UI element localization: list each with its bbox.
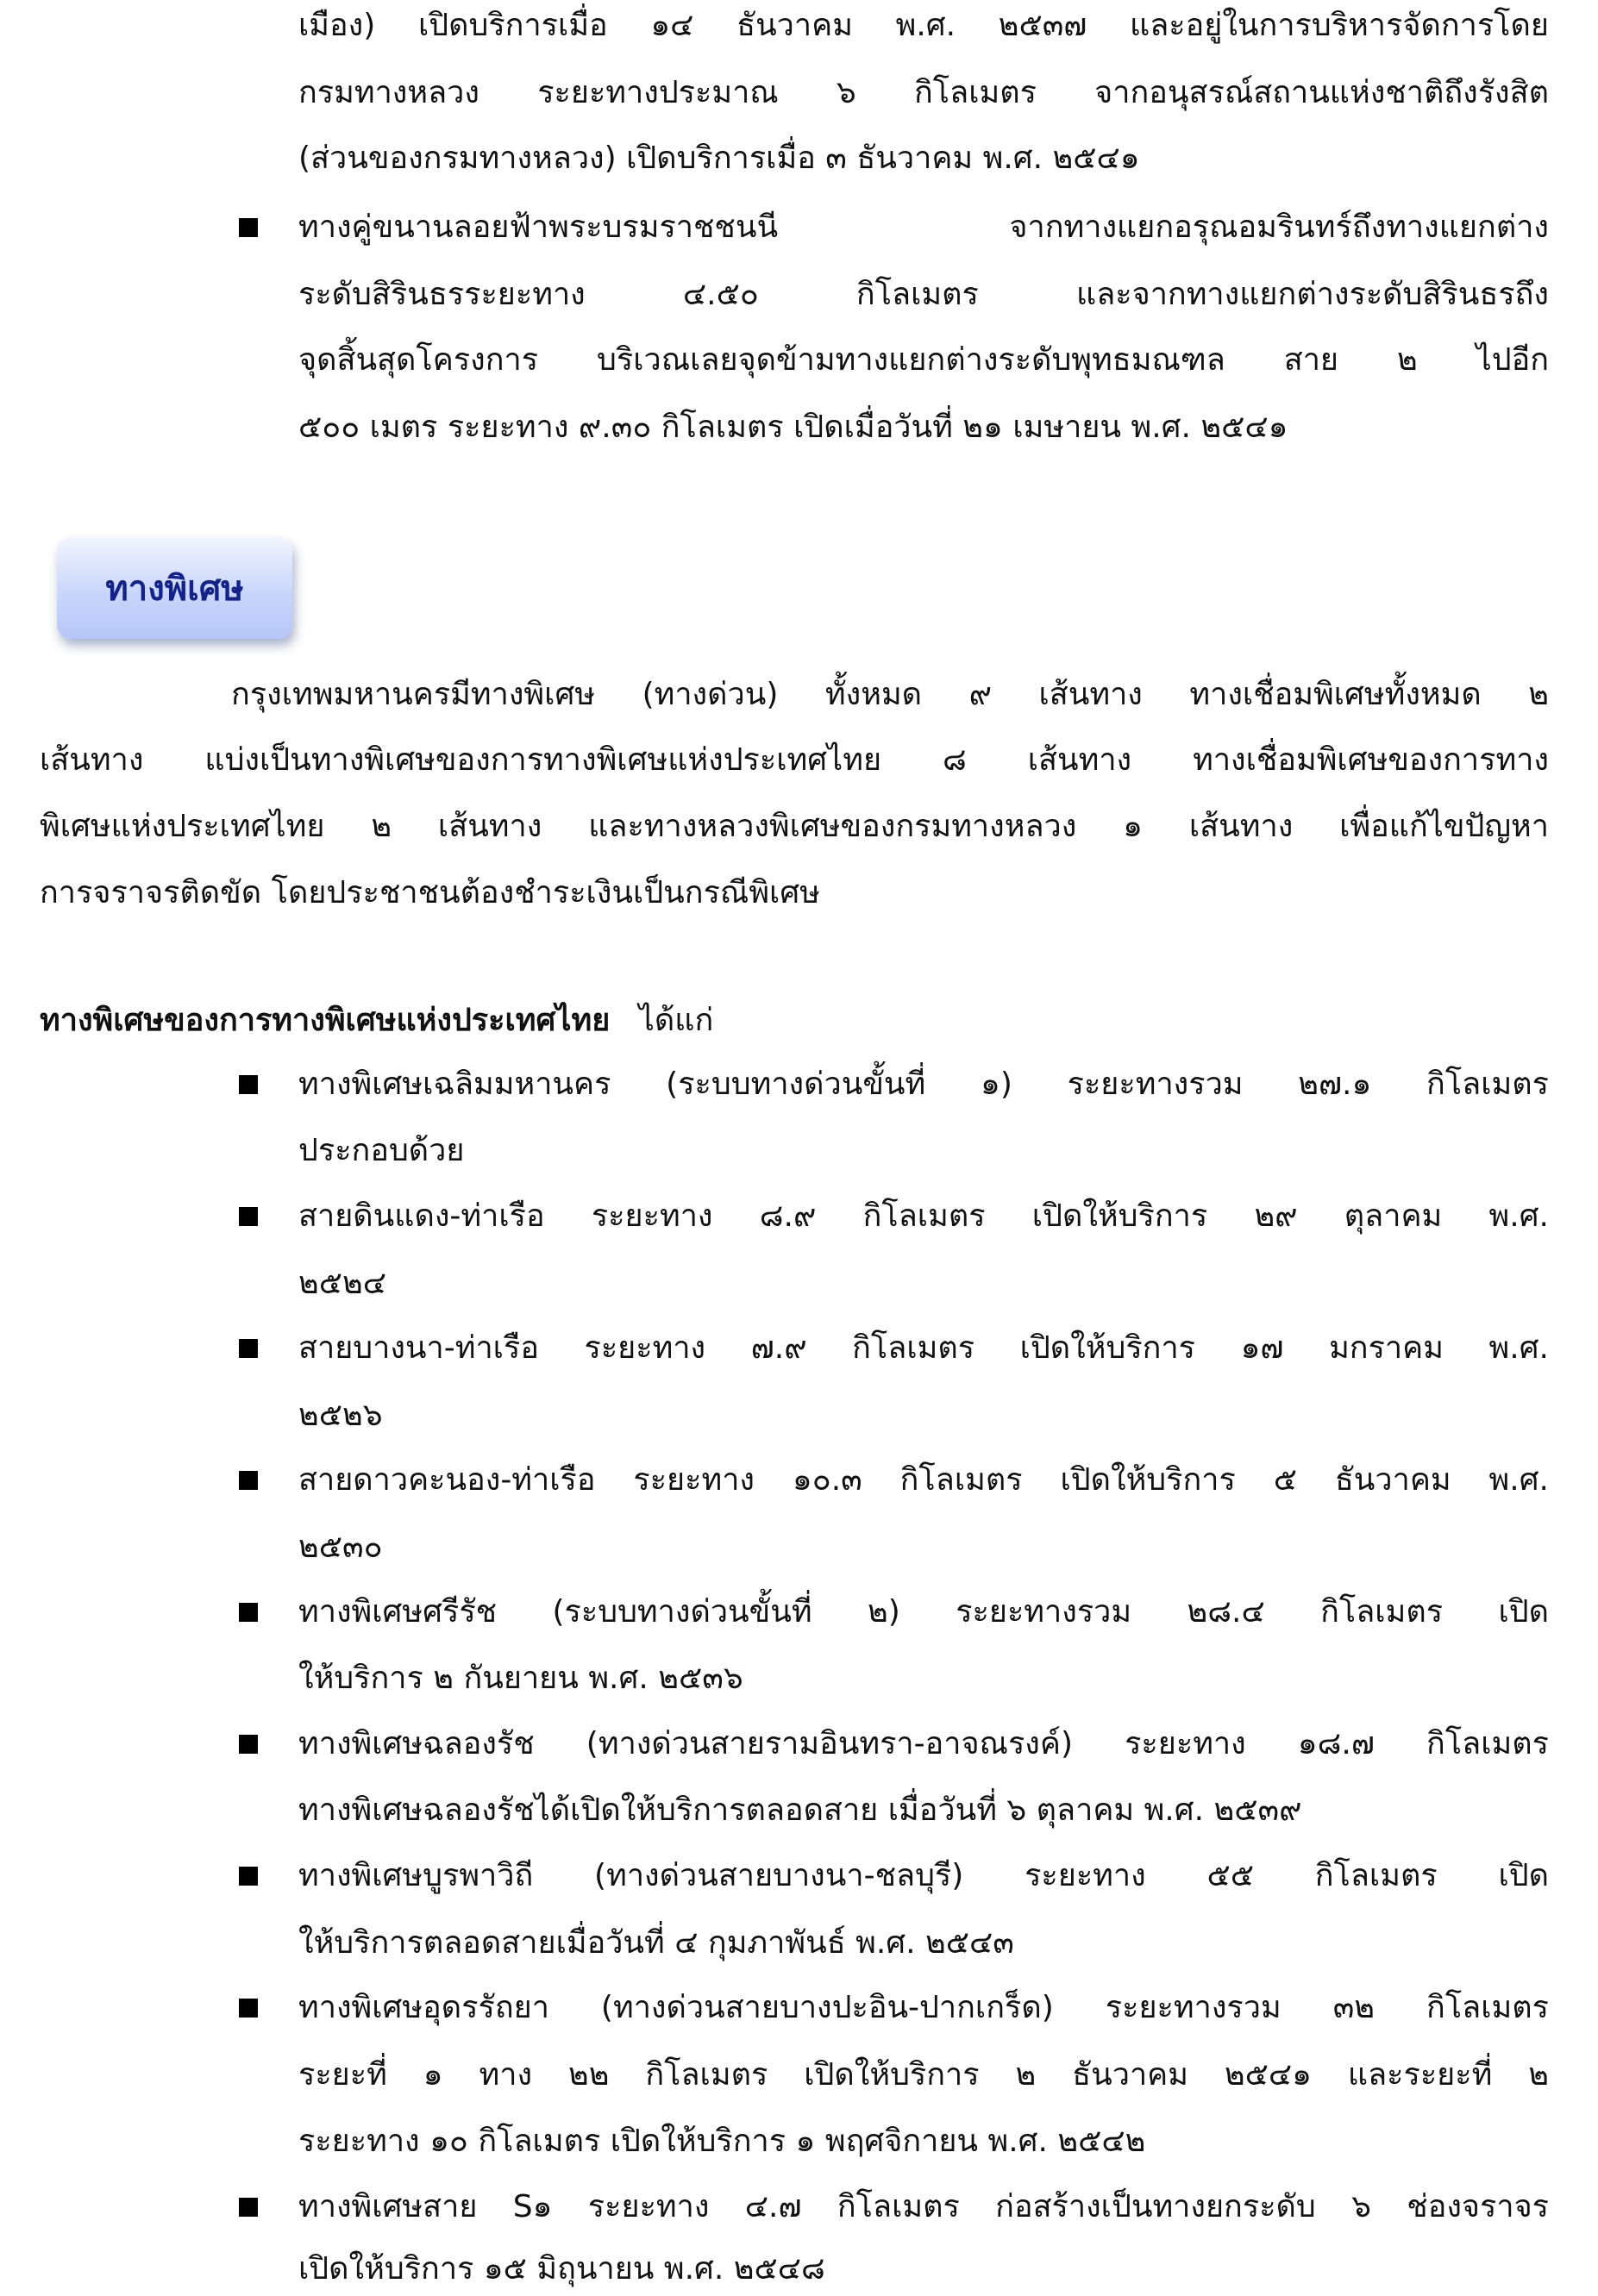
- bullet-square-icon: [239, 1603, 258, 1622]
- intro-item0-line: กรมทางหลวง ระยะทางประมาณ ๖ กิโลเมตร จากอนุสรณ์สถานแห่งชาติถึงรังสิต: [298, 75, 1549, 110]
- list-item-line: สายบางนา-ท่าเรือ ระยะทาง ๗.๙ กิโลเมตร เปิดให้บริการ ๑๗ มกราคม พ.ศ.: [298, 1330, 1549, 1366]
- list-item-line: ทางพิเศษฉลองรัชได้เปิดให้บริการตลอดสาย เมื่อวันที่ ๖ ตุลาคม พ.ศ. ๒๕๓๙: [298, 1792, 1302, 1828]
- bullet-square-icon: [239, 1207, 258, 1226]
- list-item-line: ให้บริการ ๒ กันยายน พ.ศ. ๒๕๓๖: [298, 1661, 743, 1696]
- bullet-square-icon: [239, 218, 258, 237]
- list-item-line: ๒๕๒๔: [298, 1266, 386, 1301]
- list-item-line: สายดินแดง-ท่าเรือ ระยะทาง ๘.๙ กิโลเมตร เปิดให้บริการ ๒๙ ตุลาคม พ.ศ.: [298, 1198, 1549, 1234]
- intro-item0-line: เมือง) เปิดบริการเมื่อ ๑๔ ธันวาคม พ.ศ. ๒๕๓๗ และอยู่ในการบริหารจัดการโดย: [298, 8, 1549, 43]
- list-item-line: ทางพิเศษอุดรรัถยา (ทางด่วนสายบางปะอิน-ปากเกร็ด) ระยะทางรวม ๓๒ กิโลเมตร: [298, 1990, 1549, 2025]
- list-item-line: สายดาวคะนอง-ท่าเรือ ระยะทาง ๑๐.๓ กิโลเมตร เปิดให้บริการ ๕ ธันวาคม พ.ศ.: [298, 1462, 1549, 1498]
- bullet-square-icon: [239, 1471, 258, 1490]
- list-item-line: ๒๕๓๐: [298, 1530, 383, 1565]
- list-item-line: ทางพิเศษเฉลิมมหานคร (ระบบทางด่วนขั้นที่ ๑) ระยะทางรวม ๒๗.๑ กิโลเมตร: [298, 1067, 1549, 1102]
- list-item-line: ประกอบด้วย: [298, 1133, 465, 1168]
- subheading-bold: ทางพิเศษของการทางพิเศษแห่งประเทศไทย: [40, 1003, 611, 1038]
- list-item-line: ทางพิเศษฉลองรัช (ทางด่วนสายรามอินทรา-อาจณรงค์) ระยะทาง ๑๘.๗ กิโลเมตร: [298, 1726, 1549, 1761]
- list-item-line: ทางพิเศษบูรพาวิถี (ทางด่วนสายบางนา-ชลบุรี) ระยะทาง ๕๕ กิโลเมตร เปิด: [298, 1858, 1549, 1893]
- section-heading-label: ทางพิเศษ: [105, 569, 244, 609]
- list-item-line: ระยะที่ ๑ ทาง ๒๒ กิโลเมตร เปิดให้บริการ ๒ ธันวาคม ๒๕๔๑ และระยะที่ ๒: [298, 2057, 1549, 2093]
- list-item-line: ทางพิเศษศรีรัช (ระบบทางด่วนขั้นที่ ๒) ระยะทางรวม ๒๘.๔ กิโลเมตร เปิด: [298, 1594, 1549, 1630]
- paragraph-line: เส้นทาง แบ่งเป็นทางพิเศษของการทางพิเศษแห่งประเทศไทย ๘ เส้นทาง ทางเชื่อมพิเศษของการทาง: [40, 742, 1549, 778]
- list-item-line: ระยะทาง ๑๐ กิโลเมตร เปิดให้บริการ ๑ พฤศจิกายน พ.ศ. ๒๕๔๒: [298, 2124, 1146, 2159]
- bullet-square-icon: [239, 1999, 258, 2018]
- intro-item1-line: ระดับสิรินธรระยะทาง ๔.๕๐ กิโลเมตร และจากทางแยกต่างระดับสิรินธรถึง: [298, 277, 1549, 312]
- list-item-line: ให้บริการตลอดสายเมื่อวันที่ ๔ กุมภาพันธ์ พ.ศ. ๒๕๔๓: [298, 1925, 1014, 1961]
- bullet-square-icon: [239, 1867, 258, 1886]
- subheading-rest: ได้แก่: [638, 1003, 714, 1038]
- subheading: [40, 1000, 713, 1042]
- intro-item1-line: ทางคู่ขนานลอยฟ้าพระบรมราชชนนี จากทางแยกอรุณอมรินทร์ถึงทางแยกต่าง: [298, 210, 1549, 245]
- bullet-square-icon: [239, 1075, 258, 1094]
- bullet-square-icon: [239, 1339, 258, 1358]
- list-item-line: ทางพิเศษสาย S๑ ระยะทาง ๔.๗ กิโลเมตร ก่อสร้างเป็นทางยกระดับ ๖ ช่องจราจร: [298, 2189, 1549, 2224]
- intro-item0-line: (ส่วนของกรมทางหลวง) เปิดบริการเมื่อ ๓ ธันวาคม พ.ศ. ๒๕๔๑: [298, 141, 1140, 176]
- section-heading-tab: [57, 537, 292, 639]
- list-item-line: เปิดให้บริการ ๑๕ มิถุนายน พ.ศ. ๒๕๔๘: [298, 2251, 825, 2287]
- paragraph-line: กรุงเทพมหานครมีทางพิเศษ (ทางด่วน) ทั้งหมด ๙ เส้นทาง ทางเชื่อมพิเศษทั้งหมด ๒: [231, 677, 1549, 712]
- paragraph-line: พิเศษแห่งประเทศไทย ๒ เส้นทาง และทางหลวงพิเศษของกรมทางหลวง ๑ เส้นทาง เพื่อแก้ไขปัญหา: [40, 809, 1549, 844]
- paragraph-line: การจราจรติดขัด โดยประชาชนต้องชำระเงินเป็นกรณีพิเศษ: [40, 875, 820, 910]
- bullet-square-icon: [239, 1735, 258, 1754]
- intro-item1-line: ๕๐๐ เมตร ระยะทาง ๙.๓๐ กิโลเมตร เปิดเมื่อวันที่ ๒๑ เมษายน พ.ศ. ๒๕๔๑: [298, 410, 1288, 445]
- list-item-line: ๒๕๒๖: [298, 1398, 383, 1433]
- bullet-square-icon: [239, 2198, 258, 2217]
- intro-item1-line: จุดสิ้นสุดโครงการ บริเวณเลยจุดข้ามทางแยกต่างระดับพุทธมณฑล สาย ๒ ไปอีก: [298, 342, 1549, 378]
